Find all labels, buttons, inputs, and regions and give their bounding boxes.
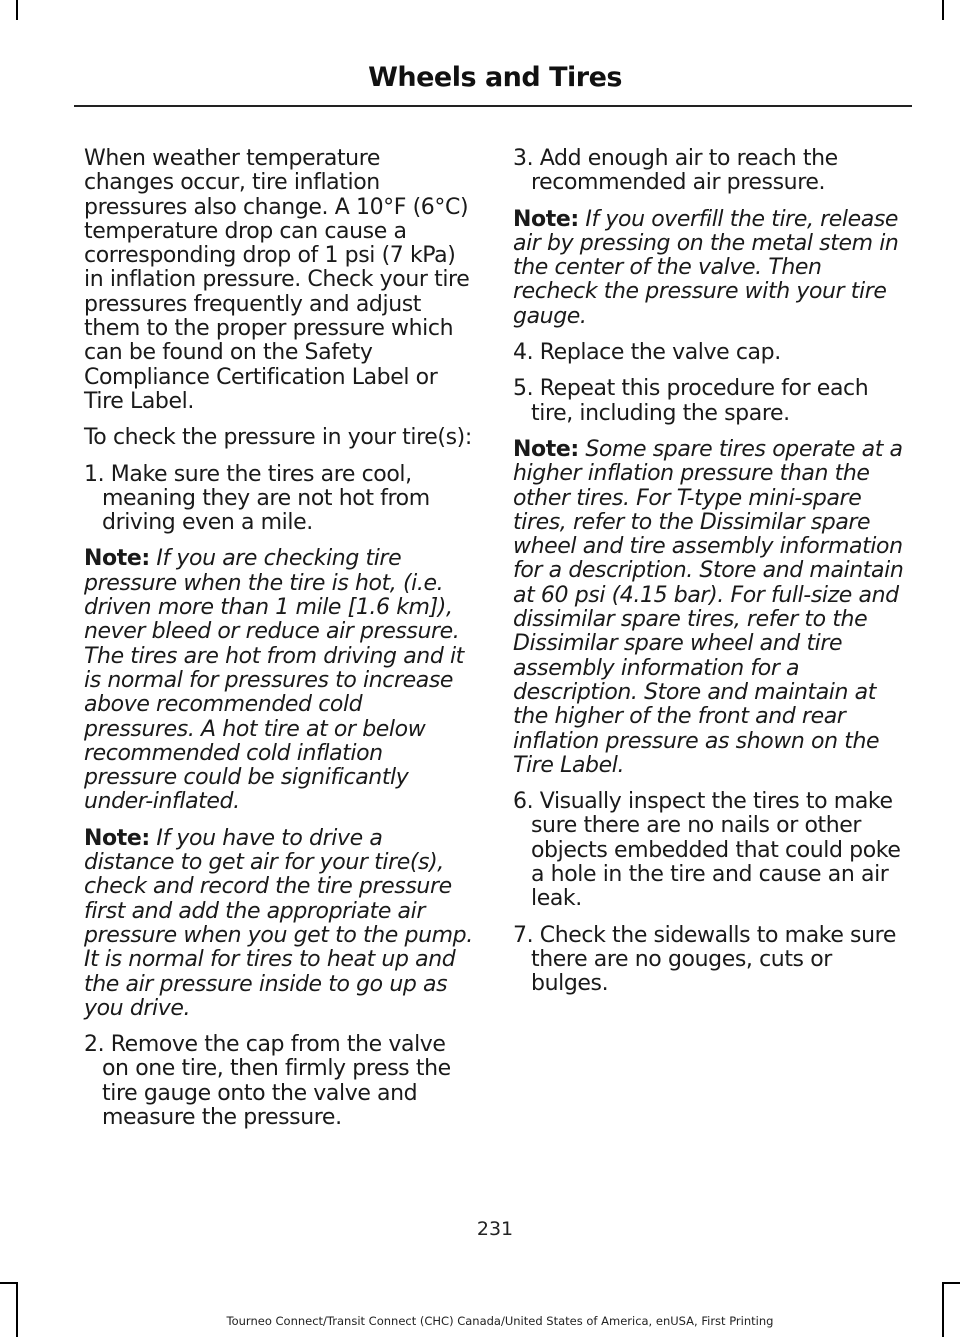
note-label: Note:: [84, 546, 150, 572]
note-label: Note:: [84, 825, 150, 851]
note-hot-tire: [84, 547, 476, 814]
header-divider: [74, 105, 912, 107]
note-text: Some spare tires operate at a higher inflation pressure than the other tires. For T-type mini-spare tires, refer to the Dissimilar spare wheel and tire assembly information for a description. Store and maintain at 60 psi (4.15 bar). For full-size and dissimilar spare tires, refer to the Dissimilar spare wheel and tire assembly information for a description. Store and maintain at the higher of the front and rear inflation pressure as shown on the Tire Label.: [513, 436, 904, 778]
step-1: 1. Make sure the tires are cool, meaning they are not hot from driving even a mile.: [84, 461, 430, 536]
crop-mark-top-right: [942, 0, 944, 20]
right-column: [513, 147, 909, 1009]
section-title: Wheels and Tires: [368, 62, 622, 93]
check-intro: To check the pressure in your tire(s):: [84, 425, 472, 451]
note-label: Note:: [513, 436, 579, 462]
note-text: If you are checking tire pressure when the tire is hot, (i.e. driven more than 1 mile [1.6 km]), never bleed or reduce air pressure. The tires are hot from driving and it is normal for pressures to increase above recommended cold pressures. A hot tire at or below recommended cold inflation pressure could be significantly under-inflated.: [84, 546, 464, 815]
step-7: 7. Check the sidewalls to make sure there are no gouges, cuts or bulges.: [513, 922, 896, 997]
crop-mark-bottom-left: [16, 1282, 18, 1337]
crop-mark-bottom-right: [942, 1282, 944, 1337]
crop-mark-top-left: [16, 0, 18, 20]
left-column: [84, 147, 476, 1142]
note-text: If you have to drive a distance to get air for your tire(s), check and record the tire pressure first and add the appropriate air pressure when you get to the pump. It is normal for tires to heat up and the air pressure inside to go up as you drive.: [84, 825, 473, 1021]
crop-mark-bottom-left-h: [0, 1282, 18, 1284]
page-number: 231: [476, 1218, 514, 1240]
step-3: 3. Add enough air to reach the recommended air pressure.: [513, 146, 838, 196]
step-5: 5. Repeat this procedure for each tire, including the spare.: [513, 376, 869, 426]
note-drive-distance: [84, 827, 476, 1021]
note-text: If you overfill the tire, release air by pressing on the metal stem in the center of the valve. Then recheck the pressure with your tire gauge.: [513, 206, 899, 329]
note-spare-tires: [513, 438, 909, 778]
note-label: Note:: [513, 206, 579, 232]
note-overfill: [513, 208, 909, 329]
intro-paragraph: When weather temperature changes occur, tire inflation pressures also change. A 10°F (6°C) temperature drop can cause a corresponding drop of 1 psi (7 kPa) in inflation pressure. Check your tire pressures frequently and adjust them to the proper pressure which can be found on the Safety Compliance Certification Label or Tire Label.: [84, 146, 470, 414]
step-6: 6. Visually inspect the tires to make sure there are no nails or other objects embedded that could poke a hole in the tire and cause an air leak.: [513, 789, 901, 912]
step-4: 4. Replace the valve cap.: [513, 340, 781, 366]
crop-mark-bottom-right-h: [942, 1282, 960, 1284]
step-2: 2. Remove the cap from the valve on one tire, then firmly press the tire gauge onto the valve and measure the pressure.: [84, 1032, 451, 1130]
footer-text: Tourneo Connect/Transit Connect (CHC) Canada/United States of America, enUSA, First Printing: [226, 1314, 774, 1328]
